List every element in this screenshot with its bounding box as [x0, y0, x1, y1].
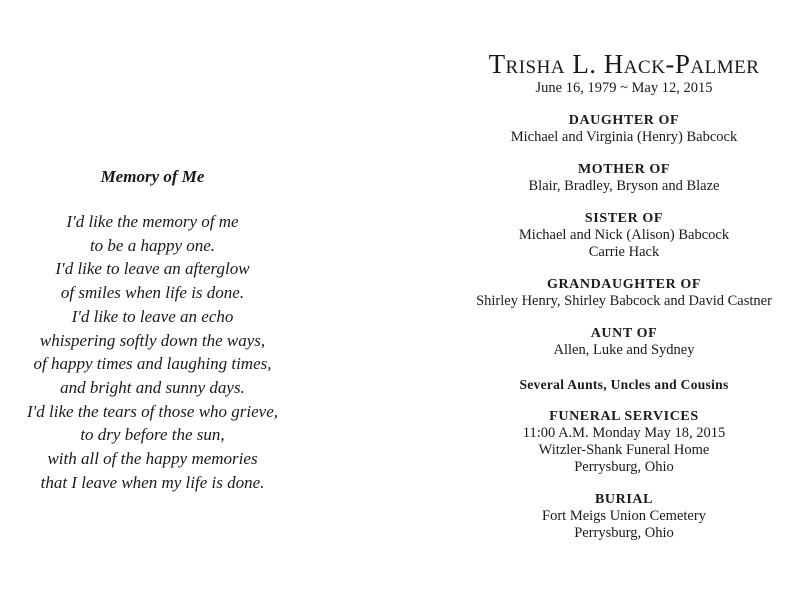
section-heading: AUNT OF — [590, 326, 658, 341]
poem-line: I'd like to leave an echo — [71, 306, 234, 326]
section-line: Witzler-Shank Funeral Home — [538, 442, 710, 458]
poem-line: I'd like the memory of me — [66, 212, 239, 231]
section-line: Fort Meigs Union Cemetery — [542, 508, 706, 524]
granddaughter-section — [448, 276, 800, 310]
section-line: Perrysburg, Ohio — [574, 525, 674, 541]
section-heading: GRANDAUGHTER OF — [546, 277, 702, 292]
poem-title: Memory of Me — [100, 167, 205, 186]
sister-section — [448, 210, 800, 261]
poem-line: and bright and sunny days. — [60, 377, 245, 397]
aunt-section — [448, 325, 800, 359]
poem-line: of happy times and laughing times, — [33, 354, 272, 374]
section-heading: FUNERAL SERVICES — [549, 409, 699, 424]
life-dates: June 16, 1979 ~ May 12, 2015 — [535, 80, 713, 96]
poem-line: that I leave when my life is done. — [40, 472, 265, 492]
other-relatives: Several Aunts, Uncles and Cousins — [519, 377, 729, 392]
poem-line: I'd like to leave an afterglow — [55, 259, 250, 279]
mother-section — [448, 161, 800, 195]
poem-line: to be a happy one. — [89, 235, 216, 255]
poem-line: I'd like the tears of those who grieve, — [26, 401, 279, 421]
section-line: Shirley Henry, Shirley Babcock and David Castner — [476, 293, 772, 309]
section-line: Michael and Virginia (Henry) Babcock — [510, 129, 738, 145]
section-line: 11:00 A.M. Monday May 18, 2015 — [522, 425, 726, 441]
poem-line: whispering softly down the ways, — [39, 330, 266, 350]
section-heading: MOTHER OF — [577, 162, 671, 177]
section-line: Allen, Luke and Sydney — [553, 342, 695, 358]
poem-line: to dry before the sun, — [80, 425, 225, 445]
obituary-panel — [448, 0, 800, 600]
section-line: Michael and Nick (Alison) Babcock — [518, 227, 730, 243]
poem-line: of smiles when life is done. — [60, 283, 245, 303]
deceased-name: Trisha L. Hack-Palmer — [488, 49, 760, 79]
section-line: Blair, Bradley, Bryson and Blaze — [528, 178, 720, 194]
daughter-section — [448, 112, 800, 146]
poem-line: with all of the happy memories — [47, 449, 258, 469]
section-line: Carrie Hack — [588, 244, 660, 260]
poem-panel — [0, 0, 305, 600]
poem-body — [0, 210, 305, 494]
burial-section — [448, 491, 800, 542]
section-heading: DAUGHTER OF — [568, 113, 680, 128]
section-line: Perrysburg, Ohio — [574, 459, 674, 475]
section-heading: SISTER OF — [584, 211, 664, 226]
funeral-section — [448, 408, 800, 476]
section-heading: BURIAL — [594, 492, 654, 507]
